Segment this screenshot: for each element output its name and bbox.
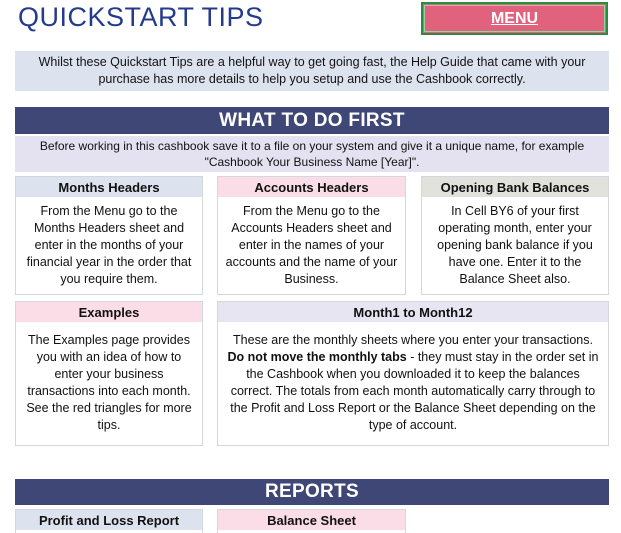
page-title: QUICKSTART TIPS <box>18 2 264 32</box>
section-header-what-to-do-first: WHAT TO DO FIRST <box>15 107 609 134</box>
intro-text: Whilst these Quickstart Tips are a helpful way to get going fast, the Help Guide that came with your purchase has more details to help you setup and use the Cashbook correctly. <box>15 51 609 91</box>
card-heading: Months Headers <box>16 177 202 197</box>
card-accounts-headers <box>217 176 406 295</box>
card-body <box>218 322 608 434</box>
card-body: From the Menu go to the Months Headers sheet and enter in the months of your financial year in the order that you require them. <box>26 204 192 286</box>
card-examples <box>15 301 203 446</box>
warning-text: Do not move the monthly tabs <box>227 350 407 364</box>
menu-button[interactable] <box>421 2 608 35</box>
section-header-reports: REPORTS <box>15 479 609 505</box>
card-opening-bank-balances <box>421 176 609 295</box>
card-heading: Examples <box>16 302 202 322</box>
card-balance-sheet <box>217 509 406 533</box>
card-body: From the Menu go to the Accounts Headers sheet and enter in the names of your accounts and the name of your Business. <box>225 204 398 286</box>
card-profit-and-loss-report <box>15 509 203 533</box>
card-heading: Opening Bank Balances <box>422 177 608 197</box>
card-body: The Examples page provides you with an idea of how to enter your business transactions into each month. See the red triangles for more tips. <box>26 333 192 432</box>
save-note: Before working in this cashbook save it to a file on your system and give it a unique name, for example "Cashbook Your Business Name [Year]". <box>15 136 609 172</box>
card-body: In Cell BY6 of your first operating month, enter your opening bank balance if you have one. Enter it to the Balance Sheet also. <box>437 204 593 286</box>
card-heading: Balance Sheet <box>218 510 405 530</box>
card-months-headers <box>15 176 203 295</box>
card-heading: Profit and Loss Report <box>16 510 202 530</box>
card-month1-to-month12 <box>217 301 609 446</box>
card-body-text: These are the monthly sheets where you enter your transactions. <box>233 333 593 347</box>
card-heading: Month1 to Month12 <box>218 302 608 322</box>
card-body-text: - they must stay in the order set in the Cashbook when you downloaded it to keep the balances correct. The totals from each month automatically carry through to the Profit and Loss Report or the Balance Sheet depending on the type of account. <box>230 350 599 432</box>
card-heading: Accounts Headers <box>218 177 405 197</box>
menu-button-label[interactable]: MENU <box>490 9 539 27</box>
